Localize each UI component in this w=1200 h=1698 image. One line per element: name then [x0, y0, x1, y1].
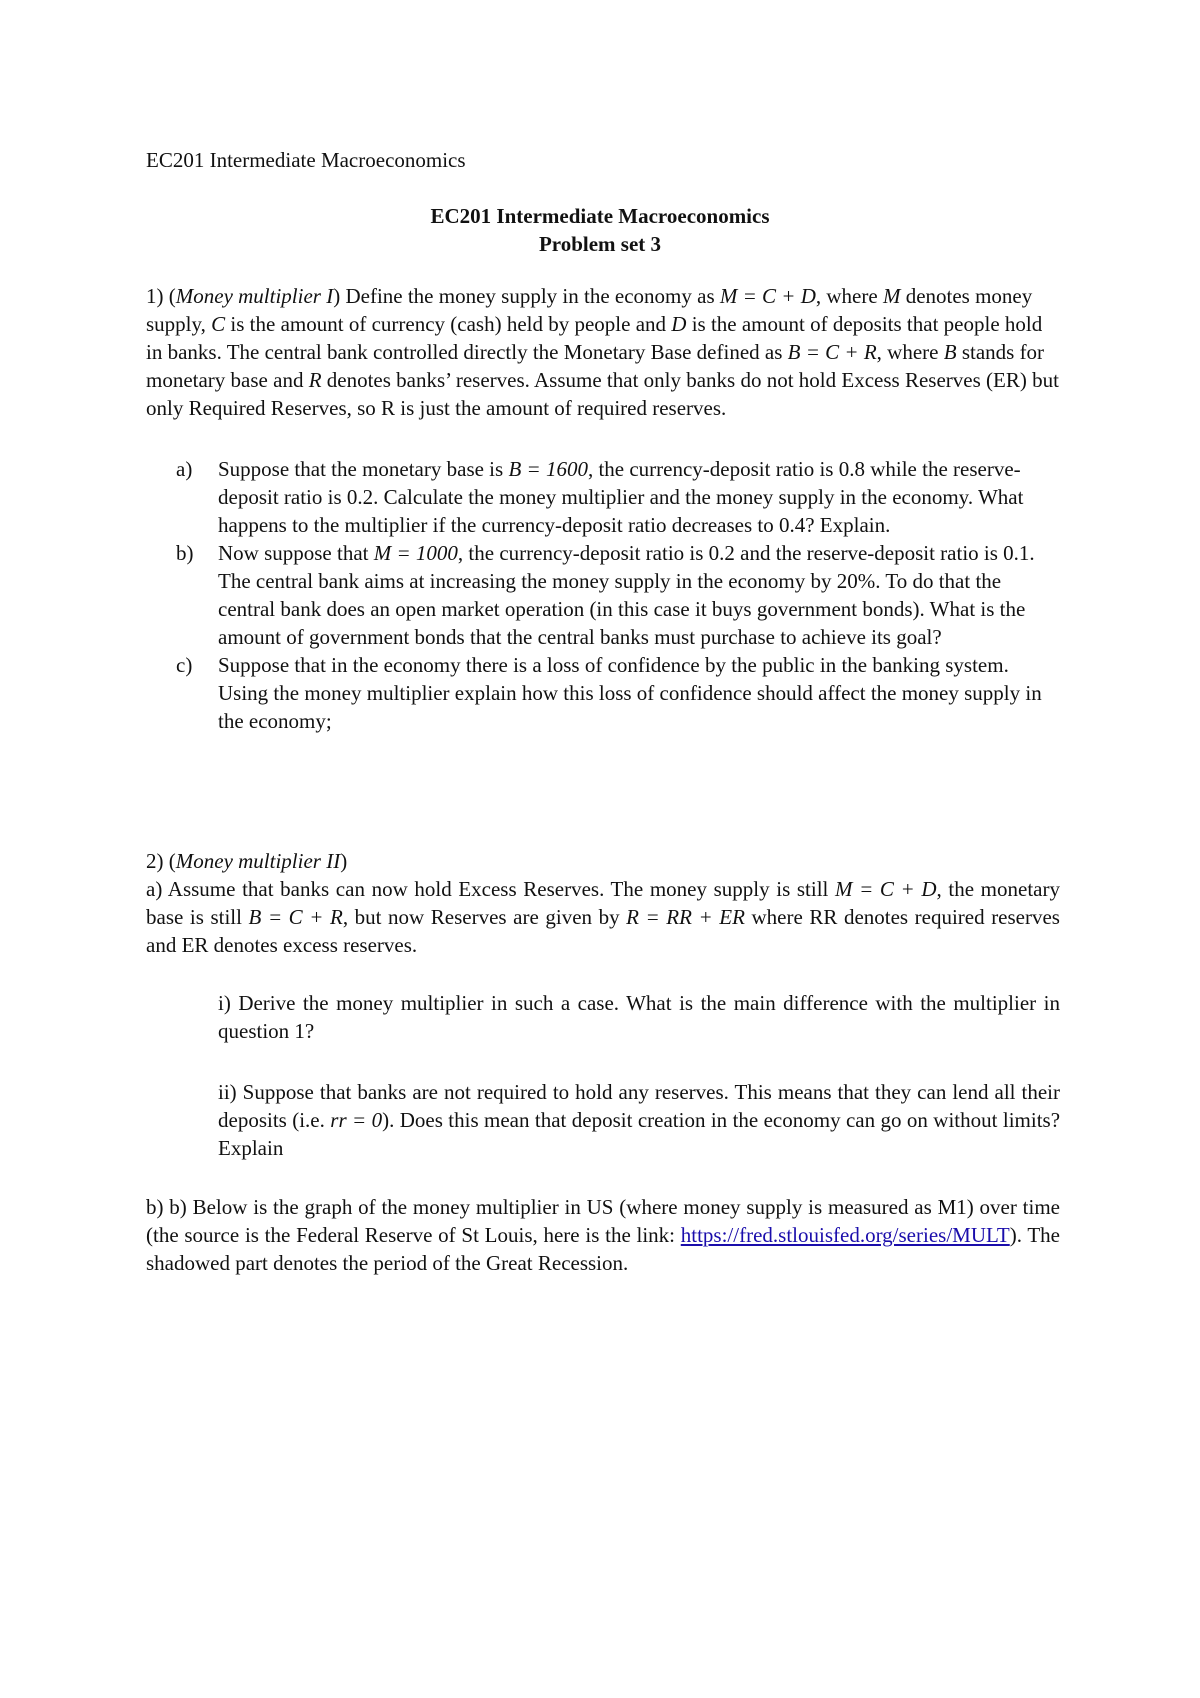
question-2b-text: b) b) Below is the graph of the money multiplier in US (where money supply is measured as M1) over time (the source is the Federal Reserve of St Louis, here is the link: https://fred.stlouisfed.org/series/MULT). The shadowed part denotes the period of the Great Recession. — [146, 1195, 1060, 1275]
title-block — [0, 202, 1200, 258]
running-header: EC201 Intermediate Macroeconomics — [146, 148, 466, 172]
money-supply-equation: M = C + D — [719, 284, 816, 308]
question-2a-part-ii: ii) Suppose that banks are not required to hold any reserves. This means that they can lend all their deposits (i.e. rr = 0). Does this mean that deposit creation in the economy can go on without limits? Explain — [218, 1080, 1061, 1160]
question-2a-part-i: i) Derive the money multiplier in such a case. What is the main difference with the multiplier in question 1? — [218, 991, 1060, 1043]
list-item: b) Now suppose that M = 1000, the currency-deposit ratio is 0.2 and the reserve-deposit ratio is 0.1. The central bank aims at increasing the money supply in the economy by 20%. To do that the central bank does an open market operation (in this case it buys government bonds). What is the amount of government bonds that the central banks must purchase to achieve its goal? — [176, 541, 1035, 649]
question-2a-text: a) Assume that banks can now hold Excess Reserves. The money supply is still M = C + D, the monetary base is still B = C + R, but now Reserves are given by R = RR + ER where RR denotes required reserves and ER denotes excess reserves. — [146, 877, 1060, 957]
question-2-topic: Money multiplier II — [175, 849, 341, 873]
course-title: EC201 Intermediate Macroeconomics — [430, 204, 770, 228]
question-2-intro — [146, 847, 1060, 959]
question-2-heading: 2) (Money multiplier II) — [146, 849, 348, 873]
question-1-topic: Money multiplier I — [175, 284, 334, 308]
fred-link[interactable]: https://fred.stlouisfed.org/series/MULT — [680, 1223, 1010, 1247]
list-item: a) Suppose that the monetary base is B = 1600, the currency-deposit ratio is 0.8 while the reserve-deposit ratio is 0.2. Calculate the money multiplier and the money supply in the economy. What happens to the multiplier if the currency-deposit ratio decreases to 0.4? Explain. — [176, 457, 1024, 537]
list-item: c) Suppose that in the economy there is a loss of confidence by the public in the banking system. Using the money multiplier explain how this loss of confidence should affect the money supply in the economy; — [176, 653, 1042, 733]
monetary-base-equation: B = C + R — [787, 340, 877, 364]
question-1-intro: 1) (Money multiplier I) Define the money supply in the economy as M = C + D, where M denotes money supply, C is the amount of currency (cash) held by people and D is the amount of deposits that people hold in banks. The central bank controlled directly the Monetary Base defined as B = C + R, where B stands for monetary base and R denotes banks’ reserves. Assume that only banks do not hold Excess Reserves (ER) but only Required Reserves, so R is just the amount of required reserves. — [146, 284, 1059, 420]
question-1-items — [176, 455, 1060, 735]
problem-set-title: Problem set 3 — [538, 232, 662, 256]
